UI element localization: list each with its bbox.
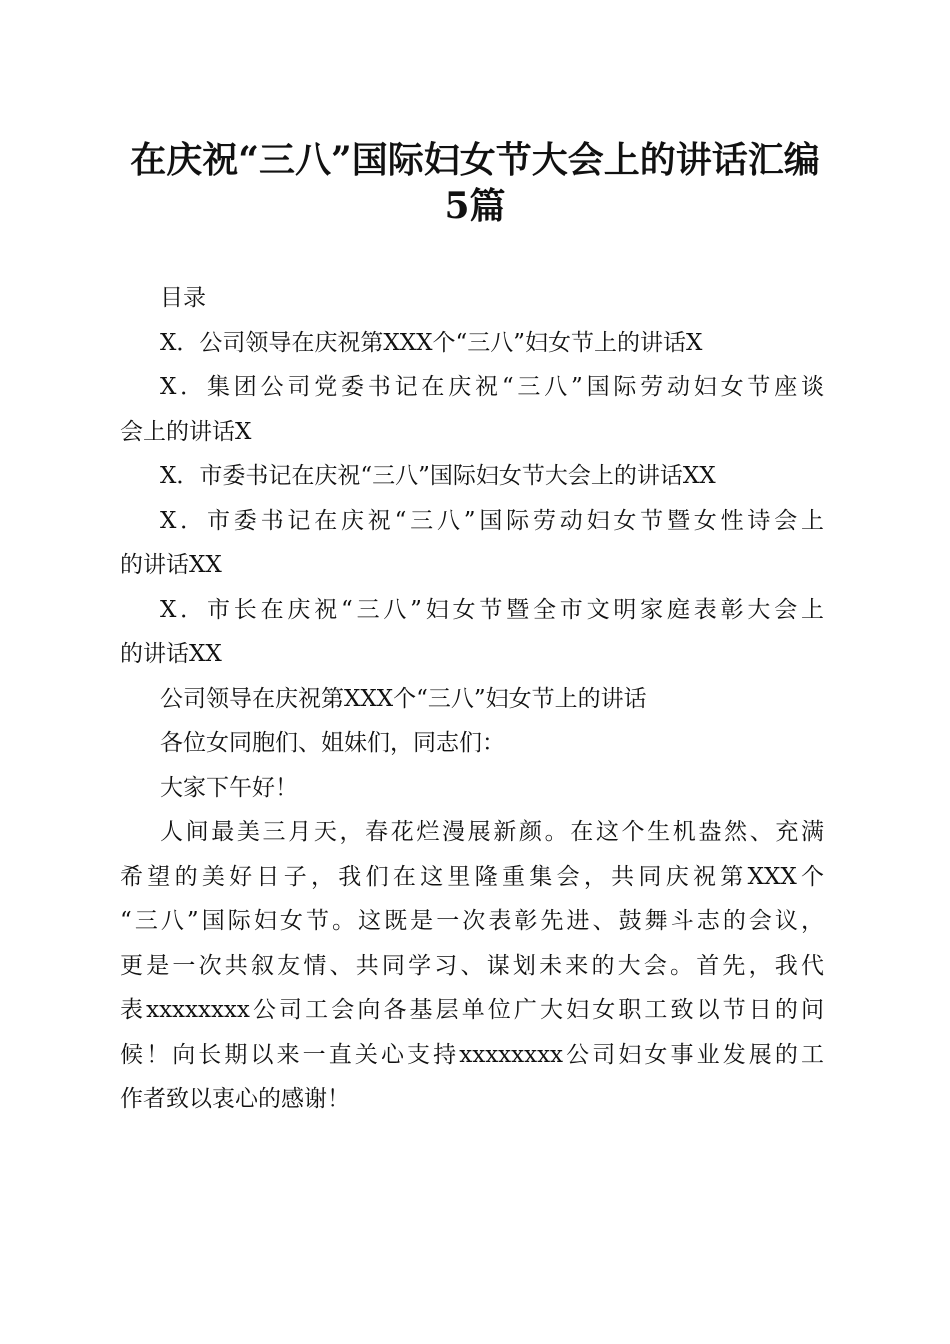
document-title-line-2: 5篇 — [444, 185, 506, 227]
toc-item-1: X．公司领导在庆祝第XXX个“三八”妇女节上的讲话X — [160, 329, 703, 356]
toc-item-2-line-2: 会上的讲话X — [120, 418, 252, 445]
paragraph-line-4: 更是一次共叙友情、共同学习、谋划未来的大会。首先，我代 — [120, 952, 824, 979]
document-body — [120, 276, 832, 1122]
document-title-line-1: 在庆祝“三八”国际妇女节大会上的讲话汇编 — [130, 139, 820, 181]
toc-item-2-line-1: X．集团公司党委书记在庆祝“三八”国际劳动妇女节座谈 — [160, 374, 824, 400]
toc-item-4-line-1: X．市委书记在庆祝“三八”国际劳动妇女节暨女性诗会上 — [160, 507, 824, 534]
paragraph-line-7: 作者致以衷心的感谢！ — [120, 1086, 350, 1112]
toc-heading: 目录 — [160, 285, 206, 311]
toc-item-5-line-2: 的讲话XX — [120, 641, 222, 667]
greeting: 大家下午好！ — [160, 774, 298, 801]
paragraph-line-6: 候！向长期以来一直关心支持xxxxxxxx公司妇女事业发展的工 — [120, 1041, 824, 1068]
paragraph-line-3: “三八”国际妇女节。这既是一次表彰先进、鼓舞斗志的会议， — [120, 908, 824, 934]
paragraph-line-1: 人间最美三月天，春花烂漫展新颜。在这个生机盎然、充满 — [160, 819, 824, 845]
salutation: 各位女同胞们、姐妹们，同志们： — [160, 730, 505, 756]
toc-item-3: X．市委书记在庆祝“三八”国际妇女节大会上的讲话XX — [160, 463, 716, 489]
paragraph-line-2: 希望的美好日子，我们在这里隆重集会，共同庆祝第XXX个 — [120, 863, 824, 890]
toc-item-5-line-1: X．市长在庆祝“三八”妇女节暨全市文明家庭表彰大会上 — [160, 596, 824, 623]
paragraph-line-5: 表xxxxxxxx公司工会向各基层单位广大妇女职工致以节日的问 — [120, 997, 824, 1023]
toc-item-4-line-2: 的讲话XX — [120, 552, 222, 578]
speech-title: 公司领导在庆祝第XXX个“三八”妇女节上的讲话 — [160, 685, 647, 712]
